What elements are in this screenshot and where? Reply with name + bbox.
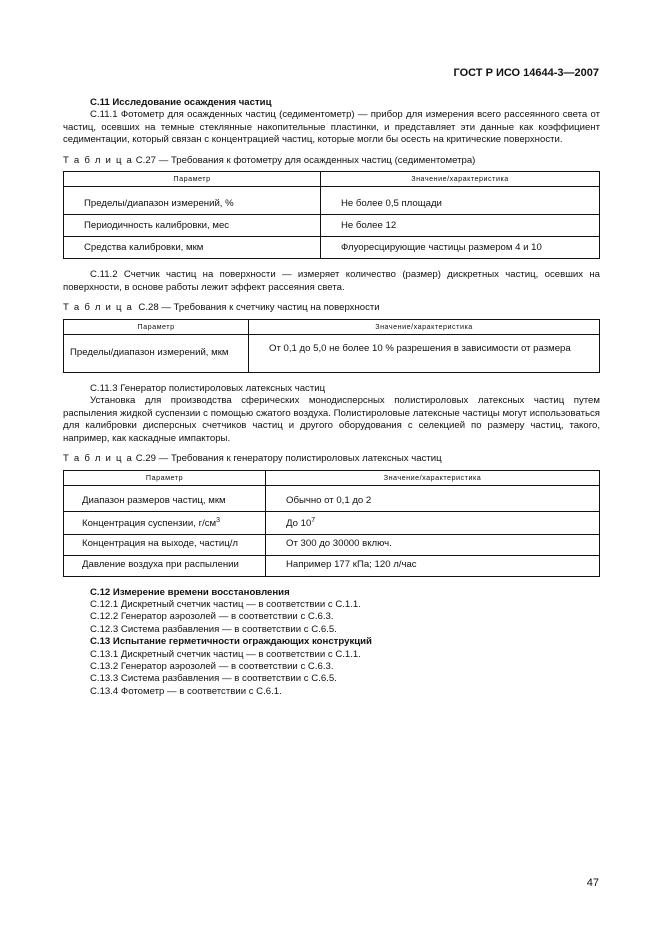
table-header-cell: Значение/характеристика: [266, 470, 600, 485]
list-item: С.12.2 Генератор аэрозолей — в соответствии с С.6.3.: [90, 611, 334, 623]
table-row: [64, 534, 600, 555]
table-header-cell: Значение/характеристика: [321, 172, 600, 187]
table-cell: Давление воздуха при распылении: [64, 555, 266, 576]
list-item: С.12.3 Система разбавления — в соответствии с С.6.5.: [90, 623, 337, 635]
table-label: Т а б л и ц а: [63, 154, 134, 166]
table-label: Т а б л и ц а: [63, 453, 134, 465]
paragraph-c11-3-title: С.11.3 Генератор полистироловых латексных частиц: [90, 383, 326, 395]
table-caption-text: С.29 — Требования к генератору полистироловых латексных частиц: [135, 453, 442, 465]
paragraph-c11-3-body: Установка для производства сферических монодисперсных полистироловых латексных частиц путем распыления жидкой суспензии с помощью сжатого воздуха. Полистироловые латексные частицы могут использоваться для калибровки дисперсных счетчиков частиц и другого оборудования с селекцией по размеру частиц, такого, например, как каскадные импакторы.: [63, 395, 600, 444]
table-cell: Средства калибровки, мкм: [64, 237, 321, 259]
table-caption-text: С.27 — Требования к фотометру для осажденных частиц (седиментометра): [135, 154, 476, 166]
paragraph-c11-1: С.11.1 Фотометр для осажденных частиц (седиментометр) — прибор для измерения всего рассеянного света от частиц, осевших на темные стеклянные накопительные пластинки, и представляет эти данные как коэффициент седиментации, который связан с концентрацией частиц, которые могли бы осесть на критические поверхности.: [63, 109, 600, 146]
table-cell: От 0,1 до 5,0 не более 10 % разрешения в зависимости от размера: [249, 335, 600, 373]
cell-text: До 10: [286, 518, 312, 530]
superscript: 3: [216, 516, 221, 524]
section-c12-title: С.12 Измерение времени восстановления: [90, 586, 290, 598]
table-caption-text: С.28 — Требования к счетчику частиц на поверхности: [138, 302, 380, 314]
section-c13-title: С.13 Испытание герметичности ограждающих конструкций: [90, 636, 372, 648]
table-cell: Периодичность калибровки, мес: [64, 215, 321, 237]
table-row: [64, 187, 600, 215]
table-c27: [63, 171, 600, 259]
table-cell: Обычно от 0,1 до 2: [266, 485, 600, 511]
table-header-row: [64, 319, 600, 334]
table-row: [64, 335, 600, 373]
table-header-row: [64, 470, 600, 485]
list-item: С.12.1 Дискретный счетчик частиц — в соответствии с С.1.1.: [90, 598, 361, 610]
table-cell: [64, 511, 266, 534]
table-cell: Флуоресцирующие частицы размером 4 и 10: [321, 237, 600, 259]
table-header-cell: Параметр: [64, 172, 321, 187]
table-header-cell: Значение/характеристика: [249, 319, 600, 334]
table-header-row: [64, 172, 600, 187]
table-row: [64, 215, 600, 237]
table-cell: [266, 511, 600, 534]
section-c11-title: С.11 Исследование осаждения частиц: [90, 97, 272, 108]
table-header-cell: Параметр: [64, 319, 249, 334]
table-row: [64, 511, 600, 534]
table-cell: Концентрация на выходе, частиц/л: [64, 534, 266, 555]
table-c29: [63, 470, 600, 577]
table-cell: Не более 0,5 площади: [321, 187, 600, 215]
page-number: 47: [586, 877, 599, 889]
list-item: С.13.3 Система разбавления — в соответствии с С.6.5.: [90, 673, 337, 685]
cell-text: Концентрация суспензии, г/см: [82, 518, 217, 530]
list-item: С.13.2 Генератор аэрозолей — в соответствии с С.6.3.: [90, 660, 334, 672]
page-content: [63, 97, 600, 698]
table-row: [64, 237, 600, 259]
document-header: ГОСТ Р ИСО 14644-3—2007: [453, 67, 599, 79]
table-row: [64, 485, 600, 511]
table-cell: Диапазон размеров частиц, мкм: [64, 485, 266, 511]
paragraph-c11-2: С.11.2 Счетчик частиц на поверхности — измеряет количество (размер) дискретных частиц, осевших на поверхности, в основе работы лежит эффект рассеяния света.: [63, 269, 600, 293]
table-c27-caption: [63, 155, 600, 167]
table-header-cell: Параметр: [64, 470, 266, 485]
table-label: Т а б л и ц а: [63, 302, 134, 314]
table-c28: [63, 319, 600, 373]
table-row: [64, 555, 600, 576]
table-cell: Пределы/диапазон измерений, мкм: [64, 335, 249, 373]
table-cell: Не более 12: [321, 215, 600, 237]
list-item: С.13.1 Дискретный счетчик частиц — в соответствии с С.1.1.: [90, 648, 361, 660]
list-item: С.13.4 Фотометр — в соответствии с С.6.1.: [90, 685, 282, 697]
table-cell: Например 177 кПа; 120 л/час: [266, 555, 600, 576]
table-c29-caption: [63, 453, 600, 465]
table-cell: От 300 до 30000 включ.: [266, 534, 600, 555]
superscript: 7: [311, 516, 316, 524]
table-c28-caption: [63, 302, 600, 314]
table-cell: Пределы/диапазон измерений, %: [64, 187, 321, 215]
